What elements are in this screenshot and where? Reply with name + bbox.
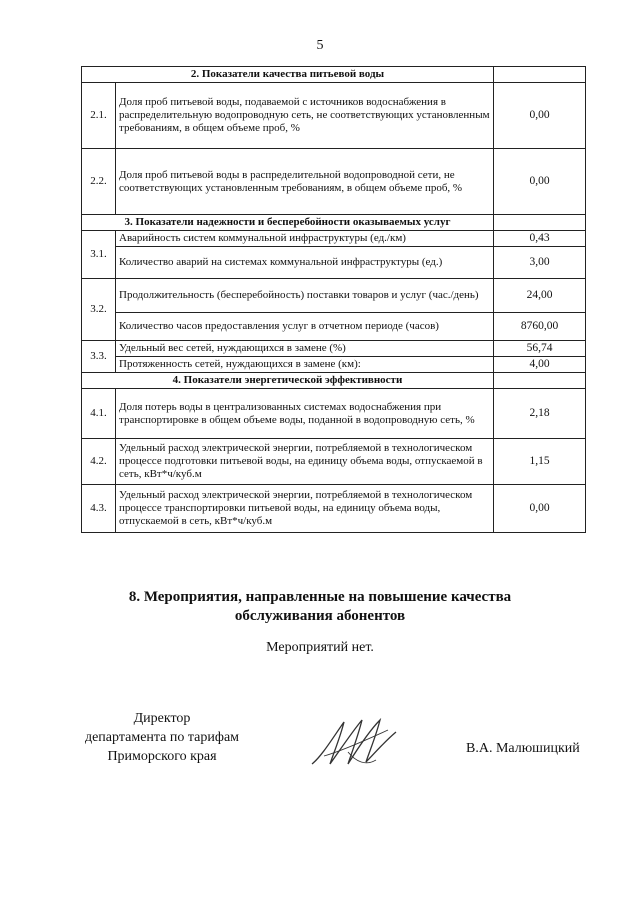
indicator-value: 3,00 (494, 247, 586, 279)
row-number: 3.1. (82, 231, 116, 279)
table-row (82, 389, 586, 439)
row-number: 4.3. (82, 485, 116, 533)
row-number: 2.2. (82, 149, 116, 215)
table-row (82, 83, 586, 149)
indicator-name: Удельный расход электрической энергии, потребляемой в технологическом процессе транспортировки питьевой воды, на единицу объема воды, отпускаемой в сеть, кВт*ч/куб.м (116, 485, 494, 533)
indicator-name: Удельный вес сетей, нуждающихся в замене (%) (116, 341, 494, 357)
signatory-title (62, 709, 262, 766)
row-number: 4.2. (82, 439, 116, 485)
indicator-value: 56,74 (494, 341, 586, 357)
indicator-name: Доля проб питьевой воды в распределительной водопроводной сети, не соответствующих установленным требованиям, в общем объеме проб, % (116, 149, 494, 215)
indicator-name: Удельный расход электрической энергии, потребляемой в технологическом процессе подготовки питьевой воды, на единицу объема воды, отпускаемой в сеть, кВт*ч/куб.м (116, 439, 494, 485)
signatory-line-1: Директор (133, 711, 191, 726)
indicator-value: 0,43 (494, 231, 586, 247)
section-header-blank (494, 215, 586, 231)
section-header-blank (494, 67, 586, 83)
section-header-blank (494, 373, 586, 389)
heading-line-2: обслуживания абонентов (234, 608, 406, 624)
row-number: 3.2. (82, 279, 116, 341)
indicator-value: 0,00 (494, 149, 586, 215)
section-title: 3. Показатели надежности и бесперебойности оказываемых услуг (82, 215, 494, 231)
indicator-value: 1,15 (494, 439, 586, 485)
table-row (82, 231, 586, 247)
section-8-heading (0, 588, 640, 626)
heading-line-1: 8. Мероприятия, направленные на повышение качества (128, 589, 512, 605)
indicators-table (81, 66, 586, 533)
table-row (82, 279, 586, 313)
signatory-line-3: Приморского края (107, 749, 217, 764)
row-number: 3.3. (82, 341, 116, 373)
table-row (82, 247, 586, 279)
row-number: 2.1. (82, 83, 116, 149)
section-header-row (82, 67, 586, 83)
table-row (82, 313, 586, 341)
indicator-name: Протяженность сетей, нуждающихся в замене (км): (116, 357, 494, 373)
indicator-name: Аварийность систем коммунальной инфраструктуры (ед./км) (116, 231, 494, 247)
indicator-name: Продолжительность (бесперебойность) поставки товаров и услуг (час./день) (116, 279, 494, 313)
section-title: 4. Показатели энергетической эффективности (82, 373, 494, 389)
section-header-row (82, 373, 586, 389)
indicator-value: 0,00 (494, 485, 586, 533)
indicator-name: Доля проб питьевой воды, подаваемой с источников водоснабжения в распределительную водопроводную сеть, не соответствующих установленным требованиям, в общем объеме проб, % (116, 83, 494, 149)
indicator-value: 8760,00 (494, 313, 586, 341)
section-header-row (82, 215, 586, 231)
handwritten-signature-icon (304, 712, 404, 774)
table-row (82, 357, 586, 373)
indicator-name: Доля потерь воды в централизованных системах водоснабжения при транспортировке в общем объеме воды, поданной в водопроводную сеть, % (116, 389, 494, 439)
row-number: 4.1. (82, 389, 116, 439)
indicator-value: 24,00 (494, 279, 586, 313)
table-row (82, 149, 586, 215)
no-measures-text: Мероприятий нет. (266, 640, 374, 655)
indicator-value: 2,18 (494, 389, 586, 439)
page-number: 5 (316, 38, 324, 53)
indicator-value: 4,00 (494, 357, 586, 373)
table-row (82, 341, 586, 357)
indicator-name: Количество часов предоставления услуг в отчетном периоде (часов) (116, 313, 494, 341)
indicator-name: Количество аварий на системах коммунальной инфраструктуры (ед.) (116, 247, 494, 279)
indicator-value: 0,00 (494, 83, 586, 149)
signatory-line-2: департамента по тарифам (84, 730, 240, 745)
section-title: 2. Показатели качества питьевой воды (82, 67, 494, 83)
table-row (82, 439, 586, 485)
table-row (82, 485, 586, 533)
signatory-name: В.А. Малюшицкий (466, 741, 580, 756)
